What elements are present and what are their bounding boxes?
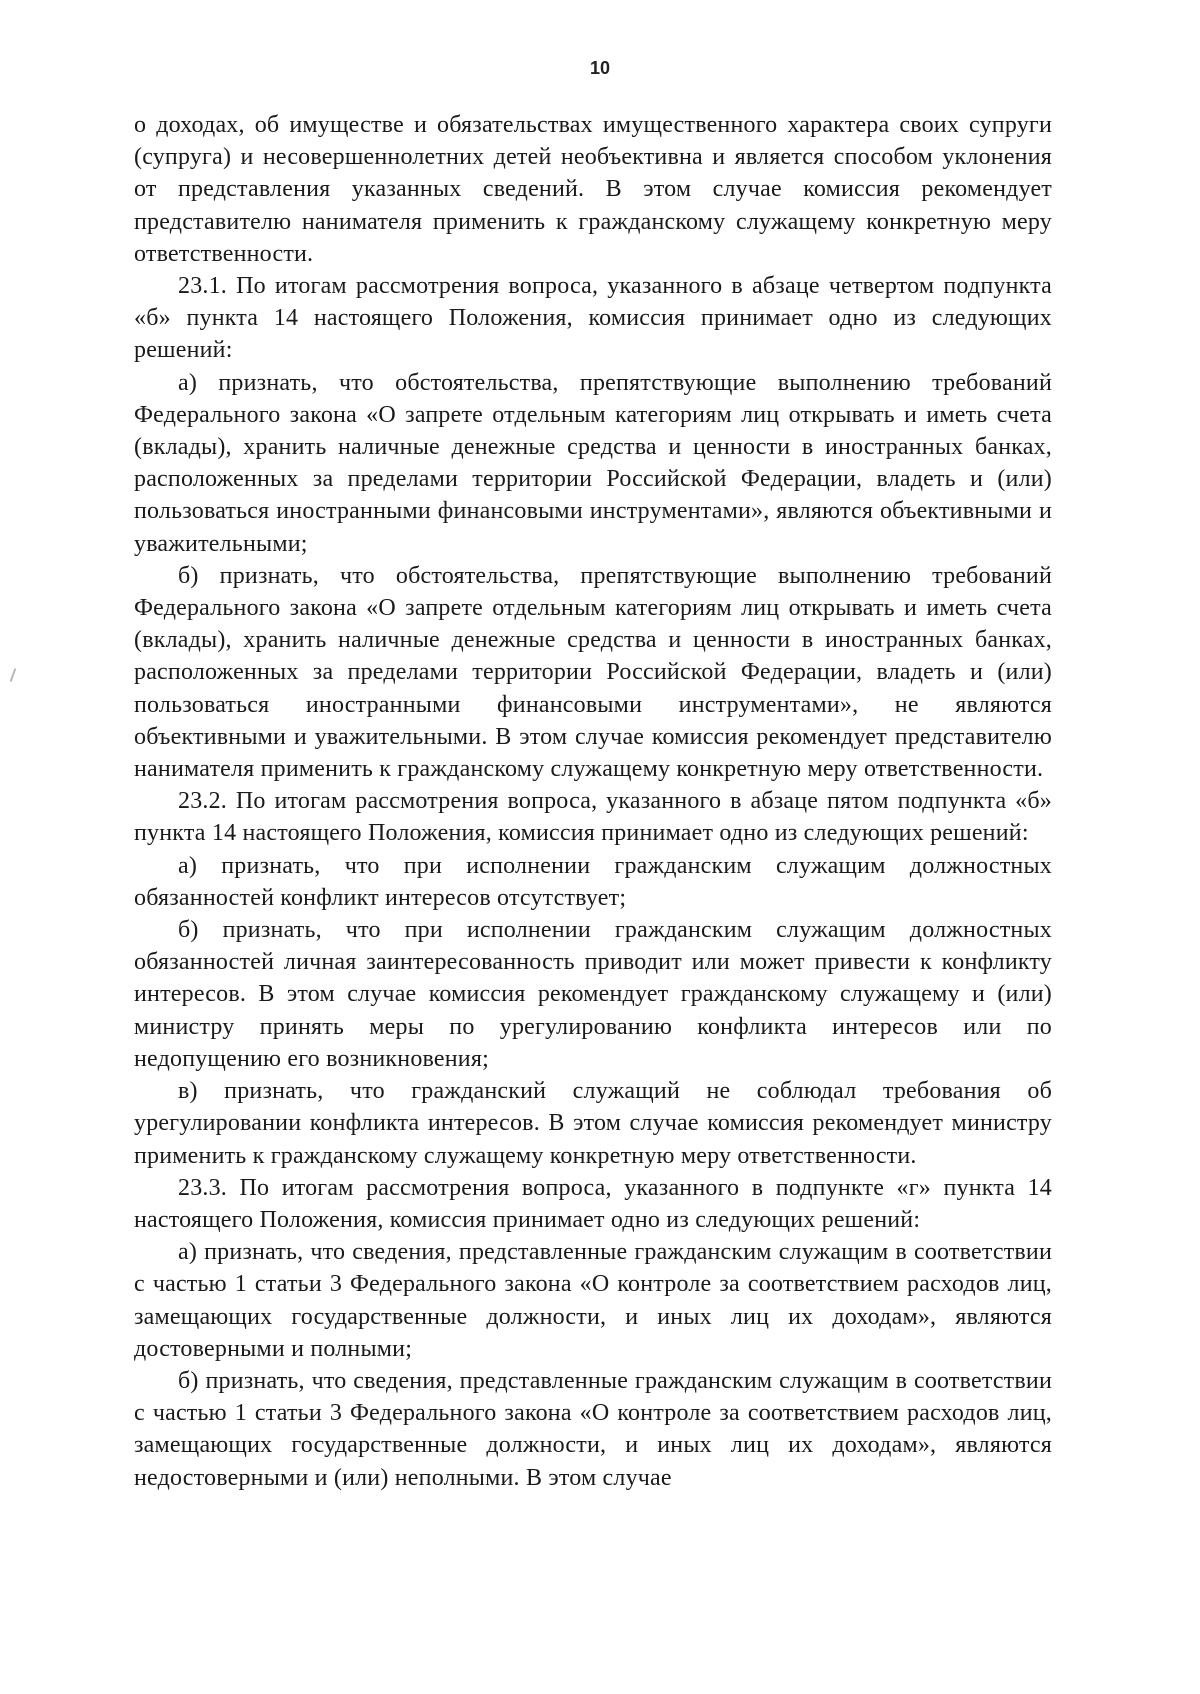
page-number: 10 (589, 58, 611, 78)
paragraph-23-2-v: в) признать, что гражданский служащий не соблюдал требования об урегулировании конфликта интересов. В этом случае комиссия рекомендует министру применить к гражданскому служащему конкретную меру ответственности. (134, 1078, 1052, 1169)
scan-artifact (10, 668, 17, 682)
paragraph-23-3-a: а) признать, что сведения, представленные гражданским служащим в соответствии с частью 1 статьи 3 Федерального закона «О контроле за соответствием расходов лиц, замещающих государственные должности, и иных лиц их доходам», являются достоверными и полными; (134, 1239, 1052, 1362)
paragraph-23-3: 23.3. По итогам рассмотрения вопроса, указанного в подпункте «г» пункта 14 настоящего Положения, комиссия принимает одно из следующих решений: (134, 1174, 1052, 1233)
paragraph-23-2-a: а) признать, что при исполнении гражданским служащим должностных обязанностей конфликт интересов отсутствует; (134, 852, 1052, 911)
paragraph-23-2-b: б) признать, что при исполнении гражданским служащим должностных обязанностей личная заинтересованность приводит или может привести к конфликту интересов. В этом случае комиссия рекомендует гражданскому служащему и (или) министру принять меры по урегулированию конфликта интересов или по недопущению его возникновения; (134, 917, 1052, 1072)
paragraph-23-1-a: а) признать, что обстоятельства, препятствующие выполнению требований Федерального закона «О запрете отдельным категориям лиц открывать и иметь счета (вклады), хранить наличные денежные средства и ценности в иностранных банках, расположенных за пределами территории Российской Федерации, владеть и (или) пользоваться иностранными финансовыми инструментами», являются объективными и уважительными; (134, 369, 1052, 557)
document-body (134, 109, 1052, 1494)
paragraph-23-2: 23.2. По итогам рассмотрения вопроса, указанного в абзаце пятом подпункта «б» пункта 14 настоящего Положения, комиссия принимает одно из следующих решений: (134, 788, 1052, 847)
paragraph-23-1: 23.1. По итогам рассмотрения вопроса, указанного в абзаце четвертом подпункта «б» пункта 14 настоящего Положения, комиссия принимает одно из следующих решений: (134, 273, 1052, 364)
paragraph-23-3-b: б) признать, что сведения, представленные гражданским служащим в соответствии с частью 1 статьи 3 Федерального закона «О контроле за соответствием расходов лиц, замещающих государственные должности, и иных лиц их доходам», являются недостоверными и (или) неполными. В этом случае (134, 1367, 1052, 1491)
paragraph-continuation: о доходах, об имуществе и обязательствах имущественного характера своих супруги (супруга) и несовершеннолетних детей необъективна и является способом уклонения от представления указанных сведений. В этом случае комиссия рекомендует представителю нанимателя применить к гражданскому служащему конкретную меру ответственности. (134, 112, 1052, 267)
paragraph-23-1-b: б) признать, что обстоятельства, препятствующие выполнению требований Федерального закона «О запрете отдельным категориям лиц открывать и иметь счета (вклады), хранить наличные денежные средства и ценности в иностранных банках, расположенных за пределами территории Российской Федерации, владеть и (или) пользоваться иностранными финансовыми инструментами», не являются объективными и уважительными. В этом случае комиссия рекомендует представителю нанимателя применить к гражданскому служащему конкретную меру ответственности. (134, 562, 1052, 783)
